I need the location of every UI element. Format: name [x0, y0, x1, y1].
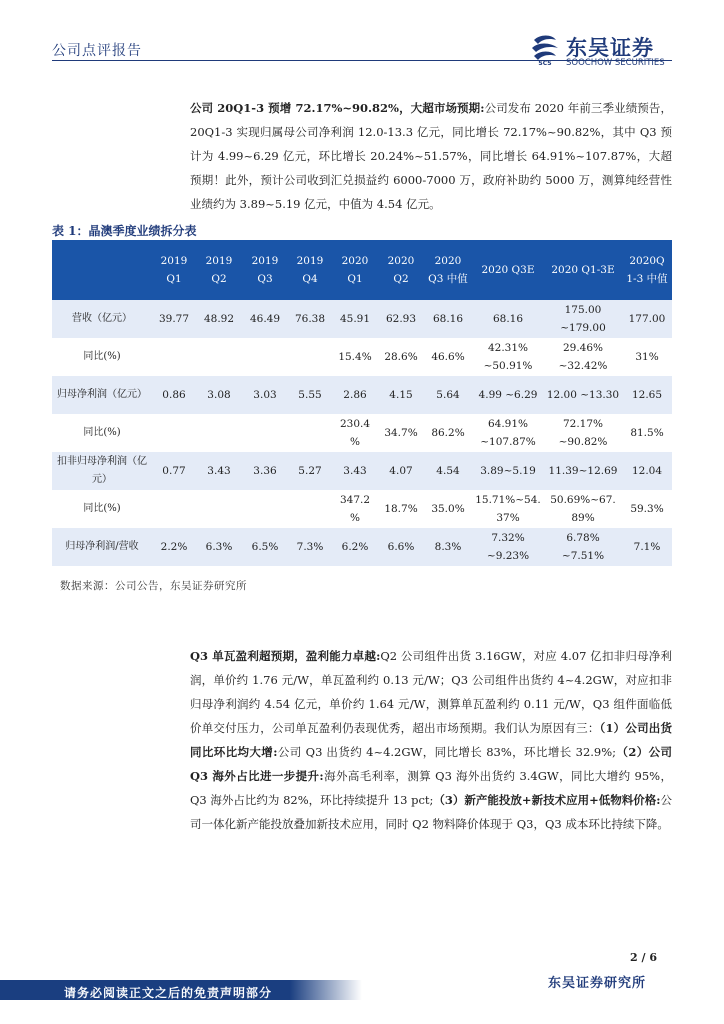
table-cell: 6.2% [332, 528, 378, 566]
point3-text: 公司一体化新产能投放叠加新技术应用，同时 Q2 物料降价体现于 Q3，Q3 成本环比持续下降。 [190, 793, 672, 831]
point1-lead: （1）公司出货同比环比均大增: [190, 721, 672, 759]
table-cell: 81.5% [622, 414, 672, 452]
table-cell: 3.89~5.19 [472, 452, 544, 490]
table-cell: 62.93 [378, 300, 424, 338]
row-label: 归母净利润/营收 [52, 528, 152, 566]
header-cell: 2019 Q2 [196, 240, 242, 300]
table-cell: 2.86 [332, 376, 378, 414]
table-row [52, 452, 672, 490]
table-cell: 18.7% [378, 490, 424, 528]
point2-text: 海外高毛利率，测算 Q3 海外出货约 3.4GW，同比大增约 95%，Q3 海外占比约为 82%，环比持续提升 13 pct; [190, 769, 672, 807]
table-cell: 4.99 ~6.29 [472, 376, 544, 414]
header-cell: 2020 Q1-3E [544, 240, 622, 300]
header-cell: 2020 Q1 [332, 240, 378, 300]
logo-mark-text: SCS [538, 60, 552, 66]
analysis-lead: Q3 单瓦盈利超预期，盈利能力卓越: [190, 649, 381, 663]
point2-lead: （2）公司 Q3 海外占比进一步提升: [190, 745, 672, 783]
table-cell: 3.36 [242, 452, 288, 490]
table-row [52, 338, 672, 376]
table-cell [242, 414, 288, 452]
row-label: 营收（亿元） [52, 300, 152, 338]
data-source-note: 数据来源：公司公告，东吴证券研究所 [60, 580, 247, 592]
table-cell: 4.07 [378, 452, 424, 490]
table-cell: 7.1% [622, 528, 672, 566]
table-cell: 0.77 [152, 452, 196, 490]
table-cell: 29.46% ~32.42% [544, 338, 622, 376]
table-cell: 3.43 [332, 452, 378, 490]
row-label: 同比(%) [52, 414, 152, 452]
quarterly-results-table [52, 240, 672, 566]
table-cell [288, 414, 332, 452]
table-cell: 68.16 [424, 300, 472, 338]
summary-paragraph [190, 96, 672, 216]
table-cell: 34.7% [378, 414, 424, 452]
table-cell: 2.2% [152, 528, 196, 566]
table-cell: 7.32% ~9.23% [472, 528, 544, 566]
table-cell: 177.00 [622, 300, 672, 338]
point1-text: 公司 Q3 出货约 4~4.2GW，同比增长 83%，环比增长 32.9%; [277, 745, 617, 759]
header-cell: 2020 Q2 [378, 240, 424, 300]
table-cell: 86.2% [424, 414, 472, 452]
table-cell: 3.03 [242, 376, 288, 414]
table-cell: 31% [622, 338, 672, 376]
table-cell: 175.00 ~179.00 [544, 300, 622, 338]
table-cell [196, 414, 242, 452]
table-cell: 12.04 [622, 452, 672, 490]
summary-body: 公司发布 2020 年前三季业绩预告，20Q1-3 实现归属母公司净利润 12.0-13.3 亿元，同比增长 72.17%~90.82%，其中 Q3 预计为 4.99~6.29 亿元，环比增长 20.24%~51.57%，同比增长 64.91%~107.87%，大超预期！此外，预计公司收到汇兑损益约 6000-7000 万，政府补助约 5000 万，测算纯经营性业绩约为 3.89~5.19 亿元，中值为 4.54 亿元。 [190, 101, 672, 211]
table-cell: 347.2 % [332, 490, 378, 528]
table-cell: 64.91% ~107.87% [472, 414, 544, 452]
header-cell: 2019 Q1 [152, 240, 196, 300]
table-cell: 11.39~12.69 [544, 452, 622, 490]
table-cell: 8.3% [424, 528, 472, 566]
table-cell: 5.64 [424, 376, 472, 414]
table-cell: 50.69%~67. 89% [544, 490, 622, 528]
table-header-row [52, 240, 672, 300]
table-cell: 72.17% ~90.82% [544, 414, 622, 452]
page-number: 2 / 6 [630, 951, 657, 964]
header-cell: 2020Q 1-3 中值 [622, 240, 672, 300]
header-cell: 2020 Q3E [472, 240, 544, 300]
table-cell: 35.0% [424, 490, 472, 528]
logo-mark-icon [528, 32, 562, 66]
table-cell: 6.5% [242, 528, 288, 566]
point3-lead: （3）新产能投放+新技术应用+低物料价格: [433, 793, 661, 807]
header-cell: 2020 Q3 中值 [424, 240, 472, 300]
table-cell [152, 414, 196, 452]
table-cell: 39.77 [152, 300, 196, 338]
logo-en-text: SOOCHOW SECURITIES [566, 58, 665, 68]
header-cell: 2019 Q3 [242, 240, 288, 300]
row-label: 同比(%) [52, 338, 152, 376]
table-cell: 46.6% [424, 338, 472, 376]
table-cell: 230.4 % [332, 414, 378, 452]
table-row [52, 414, 672, 452]
footer-disclaimer: 请务必阅读正文之后的免责声明部分 [64, 986, 273, 1000]
table-row [52, 528, 672, 566]
table-cell: 0.86 [152, 376, 196, 414]
row-label: 扣非归母净利润（亿元） [52, 452, 152, 490]
table-row [52, 490, 672, 528]
table-cell: 76.38 [288, 300, 332, 338]
table-cell: 28.6% [378, 338, 424, 376]
table-cell: 3.43 [196, 452, 242, 490]
table-cell [196, 338, 242, 376]
footer-institute: 东吴证券研究所 [548, 976, 647, 991]
table-cell [242, 338, 288, 376]
table-row [52, 300, 672, 338]
table-cell [152, 338, 196, 376]
row-label: 同比(%) [52, 490, 152, 528]
logo-cn-text: 东吴证券 [566, 36, 654, 60]
analysis-body: Q2 公司组件出货 3.16GW，对应 4.07 亿扣非归母净利润，单价约 1.76 元/W，单瓦盈利约 0.13 元/W；Q3 公司组件出货约 4~4.2GW，对应扣非归母净利润约 4.54 亿元，单价约 1.64 元/W，测算单瓦盈利约 0.11 元/W，Q3 组件面临低价单交付压力，公司单瓦盈利仍表现优秀，超出市场预期。我们认为原因有三： [190, 649, 672, 735]
table-cell: 15.4% [332, 338, 378, 376]
table-cell: 3.08 [196, 376, 242, 414]
table-cell: 5.55 [288, 376, 332, 414]
table-cell [288, 338, 332, 376]
table-cell: 68.16 [472, 300, 544, 338]
table-row [52, 376, 672, 414]
table-cell: 7.3% [288, 528, 332, 566]
table-cell [242, 490, 288, 528]
table-cell: 42.31% ~50.91% [472, 338, 544, 376]
header-cell [52, 240, 152, 300]
table-cell: 48.92 [196, 300, 242, 338]
table-cell: 6.3% [196, 528, 242, 566]
table-cell: 46.49 [242, 300, 288, 338]
row-label: 归母净利润（亿元） [52, 376, 152, 414]
table-cell: 6.6% [378, 528, 424, 566]
table-cell: 12.65 [622, 376, 672, 414]
table-cell: 6.78% ~7.51% [544, 528, 622, 566]
summary-lead: 公司 20Q1-3 预增 72.17%~90.82%，大超市场预期: [190, 101, 485, 115]
table-cell: 5.27 [288, 452, 332, 490]
table-cell: 4.15 [378, 376, 424, 414]
table-cell [288, 490, 332, 528]
table-cell: 45.91 [332, 300, 378, 338]
table-cell: 4.54 [424, 452, 472, 490]
company-logo [528, 32, 678, 72]
header-cell: 2019 Q4 [288, 240, 332, 300]
table-cell [152, 490, 196, 528]
table-cell [196, 490, 242, 528]
table-cell: 15.71%~54. 37% [472, 490, 544, 528]
report-type-label: 公司点评报告 [52, 43, 142, 59]
table-caption: 表 1：晶澳季度业绩拆分表 [52, 224, 197, 238]
table-cell: 12.00 ~13.30 [544, 376, 622, 414]
table-cell: 59.3% [622, 490, 672, 528]
analysis-paragraph [190, 644, 672, 836]
